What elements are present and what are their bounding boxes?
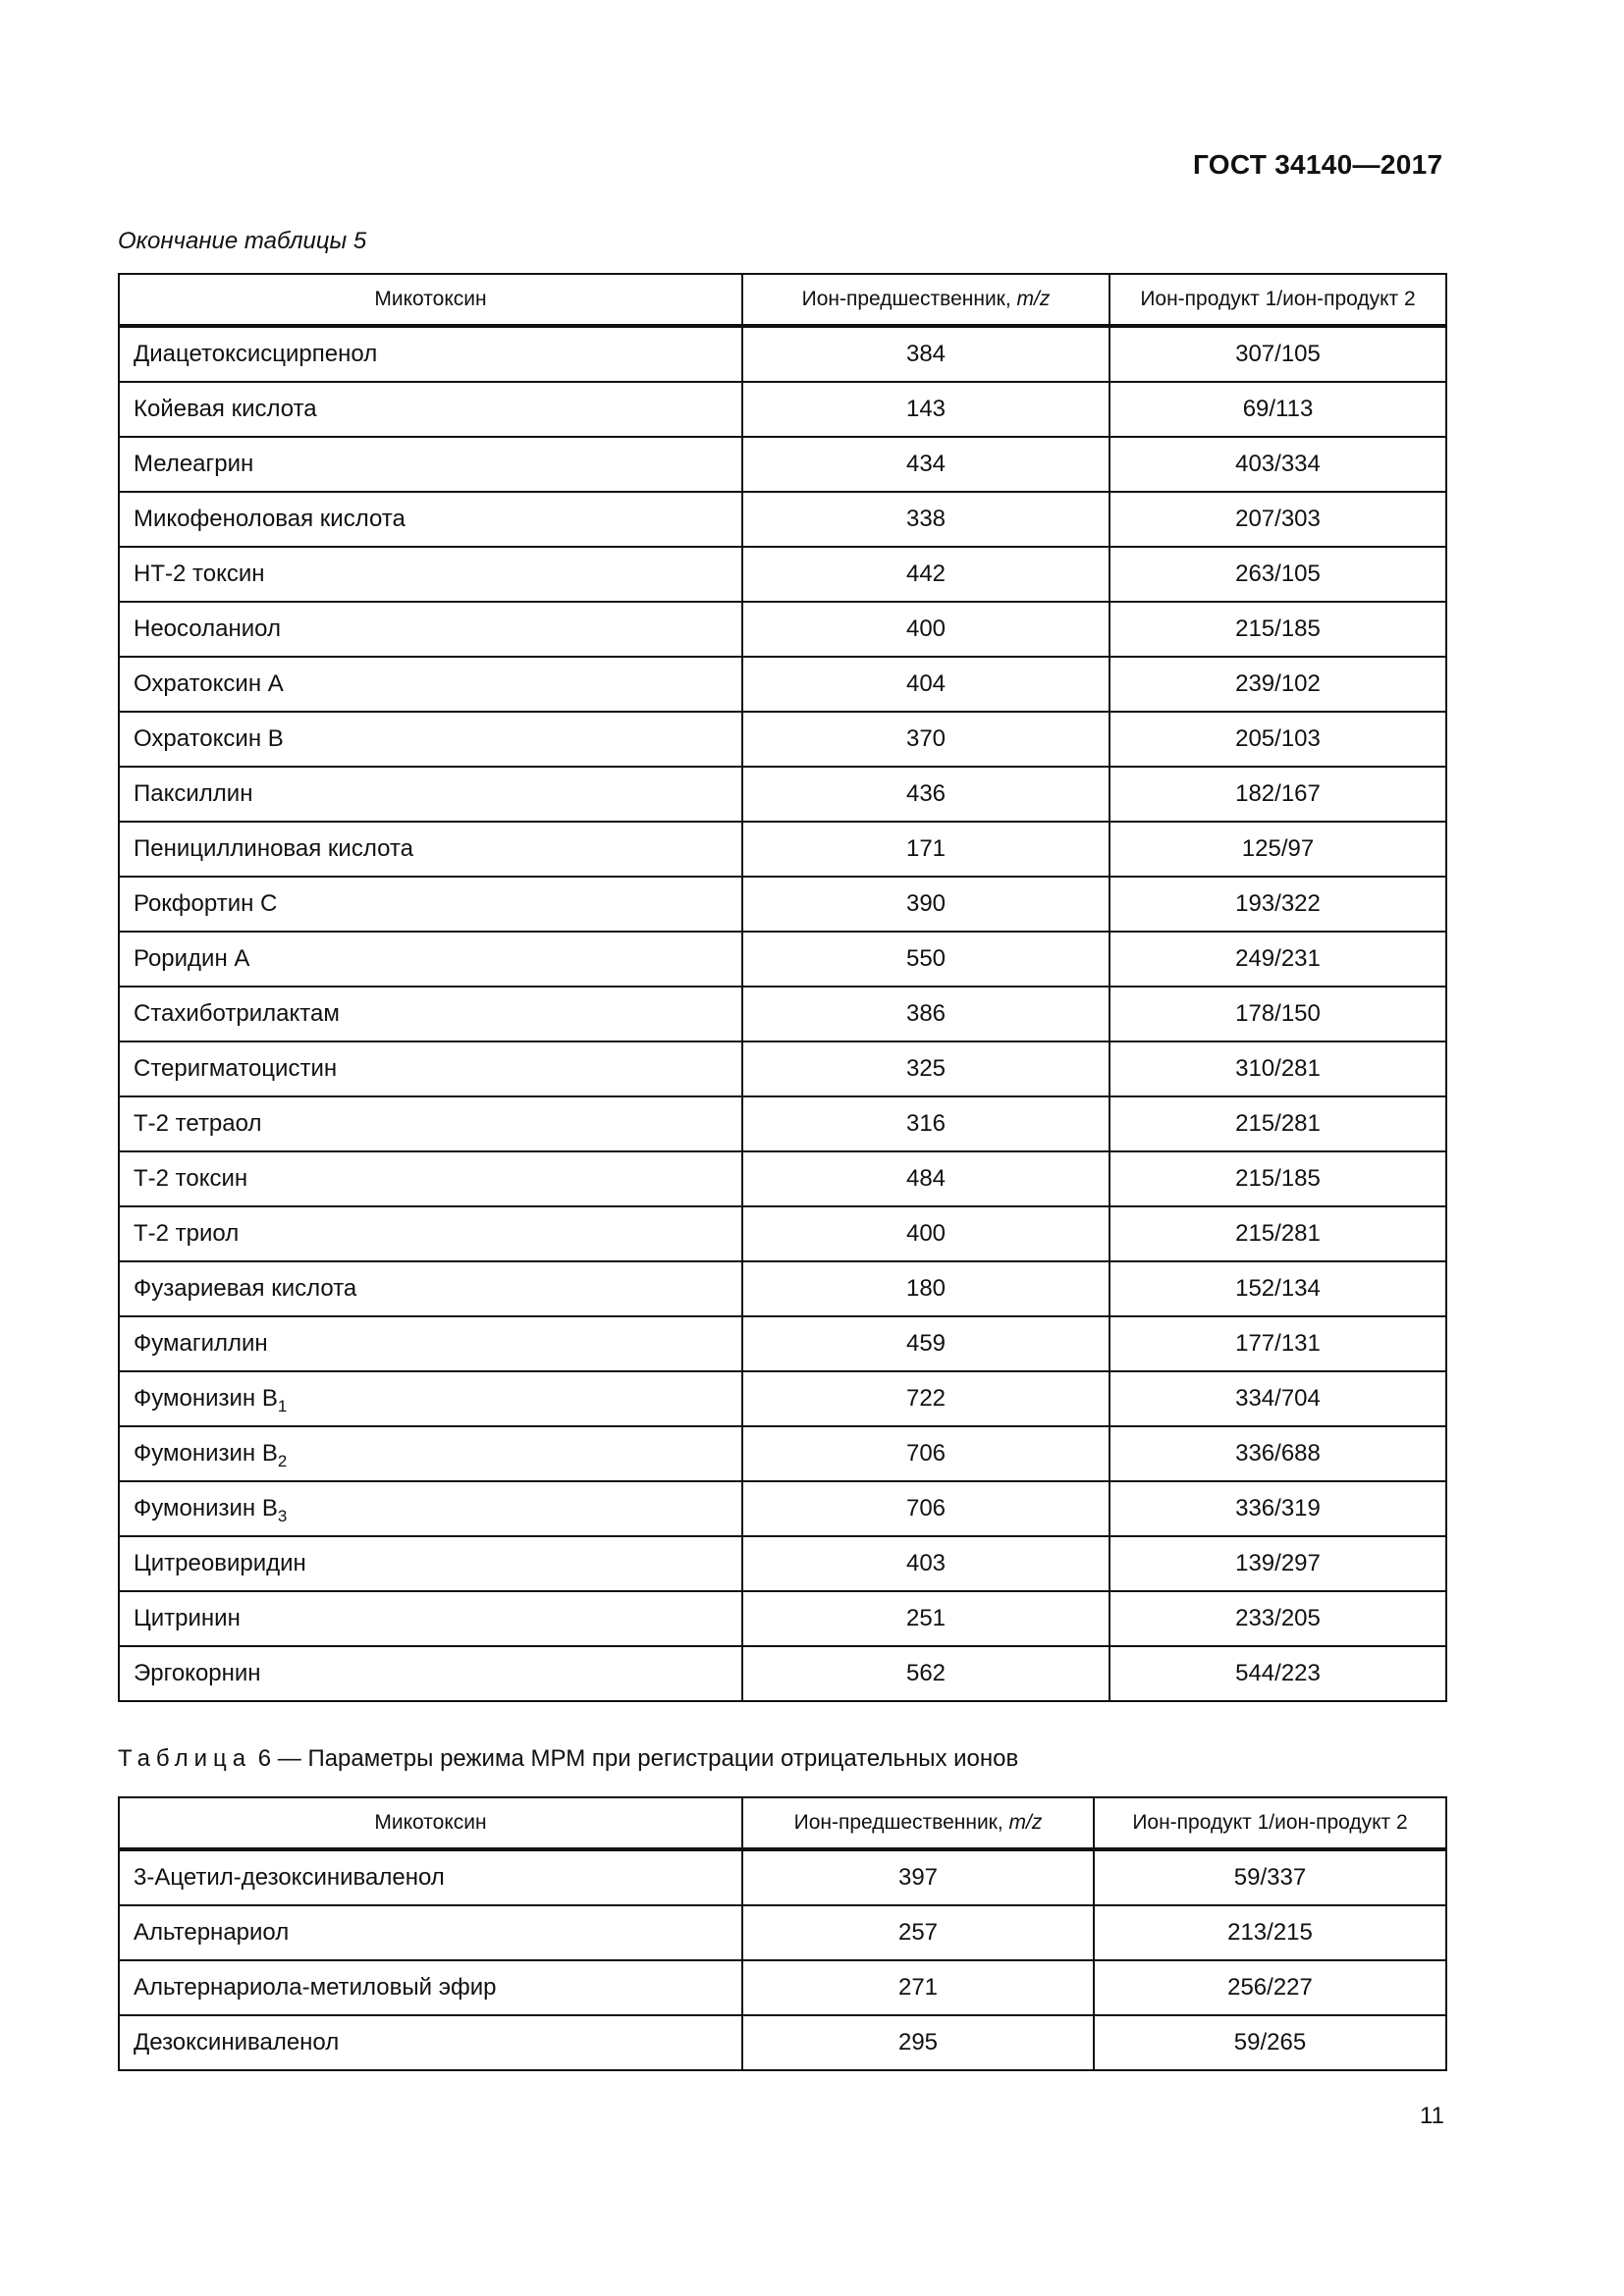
mycotoxin-cell xyxy=(119,1536,742,1591)
product-ions-cell: 544/223 xyxy=(1110,1646,1446,1701)
precursor-ion-cell: 706 xyxy=(742,1426,1110,1481)
table-row xyxy=(119,1096,1446,1151)
mycotoxin-cell xyxy=(119,877,742,932)
table-row xyxy=(119,382,1446,437)
product-ions-cell: 403/334 xyxy=(1110,437,1446,492)
page-number: 11 xyxy=(1420,2103,1444,2129)
table-row xyxy=(119,1261,1446,1316)
precursor-ion-cell: 434 xyxy=(742,437,1110,492)
mycotoxin-cell xyxy=(119,1591,742,1646)
mycotoxin-name: Койевая кислота xyxy=(134,396,317,422)
mycotoxin-name: Фумонизин В xyxy=(134,1440,278,1467)
precursor-ion-cell: 562 xyxy=(742,1646,1110,1701)
table-row xyxy=(119,1646,1446,1701)
product-ions-cell: 307/105 xyxy=(1110,326,1446,382)
table-row xyxy=(119,1960,1446,2015)
mycotoxin-cell xyxy=(119,1261,742,1316)
precursor-ion-cell: 257 xyxy=(742,1905,1094,1960)
mycotoxin-cell xyxy=(119,712,742,767)
table-continuation-caption: Окончание таблицы 5 xyxy=(118,228,367,254)
product-ions-cell: 336/319 xyxy=(1110,1481,1446,1536)
precursor-ion-cell: 180 xyxy=(742,1261,1110,1316)
product-ions-cell: 215/185 xyxy=(1110,1151,1446,1206)
product-ions-cell: 59/265 xyxy=(1094,2015,1446,2070)
table-row xyxy=(119,437,1446,492)
mycotoxin-name: Т-2 триол xyxy=(134,1220,240,1247)
column-header-mycotoxin: Микотоксин xyxy=(119,274,742,326)
table-row xyxy=(119,822,1446,877)
mycotoxin-name: Охратоксин А xyxy=(134,670,284,697)
product-ions-cell: 205/103 xyxy=(1110,712,1446,767)
mycotoxin-name: Дезоксиниваленол xyxy=(134,2029,340,2056)
product-ions-cell: 207/303 xyxy=(1110,492,1446,547)
table-row xyxy=(119,1041,1446,1096)
precursor-ion-cell: 338 xyxy=(742,492,1110,547)
column-header-product-ions: Ион-продукт 1/ион-продукт 2 xyxy=(1094,1797,1446,1849)
table-row xyxy=(119,602,1446,657)
mycotoxin-name: Рокфортин С xyxy=(134,890,278,917)
product-ions-cell: 215/281 xyxy=(1110,1206,1446,1261)
product-ions-cell: 256/227 xyxy=(1094,1960,1446,2015)
mycotoxin-cell xyxy=(119,932,742,987)
precursor-ion-cell: 436 xyxy=(742,767,1110,822)
precursor-ion-cell: 295 xyxy=(742,2015,1094,2070)
table-row xyxy=(119,987,1446,1041)
column-header-mycotoxin: Микотоксин xyxy=(119,1797,742,1849)
table-row xyxy=(119,1905,1446,1960)
table-row xyxy=(119,1316,1446,1371)
precursor-ion-cell: 325 xyxy=(742,1041,1110,1096)
precursor-ion-cell: 403 xyxy=(742,1536,1110,1591)
table-row xyxy=(119,932,1446,987)
mycotoxin-cell xyxy=(119,1481,742,1536)
mycotoxin-cell xyxy=(119,1041,742,1096)
mycotoxin-cell xyxy=(119,547,742,602)
mycotoxin-cell xyxy=(119,437,742,492)
mycotoxin-name: Фумагиллин xyxy=(134,1330,268,1357)
precursor-ion-cell: 550 xyxy=(742,932,1110,987)
mycotoxin-cell xyxy=(119,602,742,657)
precursor-ion-cell: 706 xyxy=(742,1481,1110,1536)
mycotoxin-name: Т-2 токсин xyxy=(134,1165,248,1192)
product-ions-cell: 152/134 xyxy=(1110,1261,1446,1316)
table-row xyxy=(119,492,1446,547)
mycotoxin-name: Цитреовиридин xyxy=(134,1550,306,1576)
mycotoxin-name: Фумонизин В xyxy=(134,1385,278,1412)
precursor-ion-cell: 397 xyxy=(742,1849,1094,1905)
mycotoxin-name: Эргокорнин xyxy=(134,1660,261,1686)
subscript-index: 3 xyxy=(277,1507,288,1525)
product-ions-cell: 239/102 xyxy=(1110,657,1446,712)
precursor-ion-cell: 400 xyxy=(742,602,1110,657)
precursor-ion-cell: 171 xyxy=(742,822,1110,877)
mz-unit: m/z xyxy=(1016,288,1051,310)
mycotoxin-name: Фумонизин В xyxy=(134,1495,278,1522)
precursor-ion-cell: 722 xyxy=(742,1371,1110,1426)
mycotoxin-cell xyxy=(119,1206,742,1261)
product-ions-cell: 59/337 xyxy=(1094,1849,1446,1905)
precursor-ion-cell: 251 xyxy=(742,1591,1110,1646)
mycotoxin-cell xyxy=(119,1371,742,1426)
mycotoxin-cell xyxy=(119,2015,742,2070)
mycotoxin-cell xyxy=(119,1151,742,1206)
mycotoxin-cell xyxy=(119,1849,742,1905)
table-row xyxy=(119,1591,1446,1646)
product-ions-cell: 178/150 xyxy=(1110,987,1446,1041)
product-ions-cell: 215/185 xyxy=(1110,602,1446,657)
column-header-precursor-ion xyxy=(742,1797,1094,1849)
mycotoxin-name: Альтернариола-метиловый эфир xyxy=(134,1974,497,2001)
precursor-ion-cell: 143 xyxy=(742,382,1110,437)
product-ions-cell: 193/322 xyxy=(1110,877,1446,932)
subscript-index: 2 xyxy=(277,1452,288,1470)
mycotoxin-name: 3-Ацетил-дезоксиниваленол xyxy=(134,1864,445,1891)
document-standard-number: ГОСТ 34140—2017 xyxy=(1193,149,1443,180)
precursor-ion-cell: 459 xyxy=(742,1316,1110,1371)
mycotoxin-name: Цитринин xyxy=(134,1605,241,1631)
subscript-index: 1 xyxy=(277,1397,288,1415)
product-ions-cell: 69/113 xyxy=(1110,382,1446,437)
table-6-title xyxy=(118,1745,1018,1773)
mycotoxin-name: Стеригматоцистин xyxy=(134,1055,338,1082)
mycotoxin-name: Мелеагрин xyxy=(134,451,254,477)
table-row xyxy=(119,1536,1446,1591)
product-ions-cell: 310/281 xyxy=(1110,1041,1446,1096)
mycotoxin-name: Т-2 тетраол xyxy=(134,1110,262,1137)
table-5 xyxy=(118,273,1447,1702)
product-ions-cell: 215/281 xyxy=(1110,1096,1446,1151)
product-ions-cell: 177/131 xyxy=(1110,1316,1446,1371)
table-6-body xyxy=(119,1849,1446,2070)
precursor-ion-cell: 370 xyxy=(742,712,1110,767)
mycotoxin-name: Пенициллиновая кислота xyxy=(134,835,413,862)
table-row xyxy=(119,1206,1446,1261)
precursor-ion-cell: 404 xyxy=(742,657,1110,712)
product-ions-cell: 233/205 xyxy=(1110,1591,1446,1646)
product-ions-cell: 125/97 xyxy=(1110,822,1446,877)
mycotoxin-cell xyxy=(119,1646,742,1701)
mycotoxin-cell xyxy=(119,987,742,1041)
product-ions-cell: 263/105 xyxy=(1110,547,1446,602)
mycotoxin-cell xyxy=(119,1960,742,2015)
mycotoxin-cell xyxy=(119,1426,742,1481)
mycotoxin-cell xyxy=(119,1096,742,1151)
table-row xyxy=(119,877,1446,932)
mycotoxin-cell xyxy=(119,1316,742,1371)
precursor-ion-cell: 386 xyxy=(742,987,1110,1041)
product-ions-cell: 213/215 xyxy=(1094,1905,1446,1960)
mycotoxin-name: Микофеноловая кислота xyxy=(134,506,406,532)
product-ions-cell: 336/688 xyxy=(1110,1426,1446,1481)
table-row xyxy=(119,1849,1446,1905)
mycotoxin-name: Альтернариол xyxy=(134,1919,290,1946)
mycotoxin-name: Стахиботрилактам xyxy=(134,1000,340,1027)
mycotoxin-name: Фузариевая кислота xyxy=(134,1275,357,1302)
precursor-ion-cell: 316 xyxy=(742,1096,1110,1151)
mycotoxin-name: НТ-2 токсин xyxy=(134,561,265,587)
mycotoxin-cell xyxy=(119,767,742,822)
mycotoxin-name: Диацетоксисцирпенол xyxy=(134,341,378,367)
product-ions-cell: 249/231 xyxy=(1110,932,1446,987)
product-ions-cell: 139/297 xyxy=(1110,1536,1446,1591)
mycotoxin-cell xyxy=(119,492,742,547)
table-row xyxy=(119,1481,1446,1536)
column-header-product-ions: Ион-продукт 1/ион-продукт 2 xyxy=(1110,274,1446,326)
precursor-ion-cell: 484 xyxy=(742,1151,1110,1206)
table-row xyxy=(119,2015,1446,2070)
mycotoxin-cell xyxy=(119,382,742,437)
product-ions-cell: 182/167 xyxy=(1110,767,1446,822)
table-row xyxy=(119,712,1446,767)
precursor-ion-cell: 384 xyxy=(742,326,1110,382)
table-label: Таблица xyxy=(118,1745,252,1772)
precursor-ion-cell: 400 xyxy=(742,1206,1110,1261)
precursor-header-text: Ион-предшественник, xyxy=(793,1811,1009,1834)
table-header-row xyxy=(119,1797,1446,1849)
table-row xyxy=(119,1371,1446,1426)
table-title-text: 6 — Параметры режима МРМ при регистрации отрицательных ионов xyxy=(251,1745,1019,1772)
precursor-ion-cell: 390 xyxy=(742,877,1110,932)
mycotoxin-name: Роридин А xyxy=(134,945,250,972)
product-ions-cell: 334/704 xyxy=(1110,1371,1446,1426)
column-header-precursor-ion xyxy=(742,274,1110,326)
table-row xyxy=(119,657,1446,712)
mycotoxin-cell xyxy=(119,822,742,877)
precursor-header-text: Ион-предшественник, xyxy=(801,288,1017,310)
table-header-row xyxy=(119,274,1446,326)
mycotoxin-cell xyxy=(119,657,742,712)
table-6 xyxy=(118,1796,1447,2071)
table-row xyxy=(119,767,1446,822)
table-row xyxy=(119,1426,1446,1481)
table-row xyxy=(119,547,1446,602)
table-5-body xyxy=(119,326,1446,1701)
table-row xyxy=(119,1151,1446,1206)
mycotoxin-cell xyxy=(119,326,742,382)
mz-unit: m/z xyxy=(1008,1811,1043,1834)
mycotoxin-name: Охратоксин В xyxy=(134,725,284,752)
mycotoxin-name: Паксиллин xyxy=(134,780,253,807)
precursor-ion-cell: 271 xyxy=(742,1960,1094,2015)
precursor-ion-cell: 442 xyxy=(742,547,1110,602)
mycotoxin-name: Неосоланиол xyxy=(134,615,281,642)
mycotoxin-cell xyxy=(119,1905,742,1960)
table-row xyxy=(119,326,1446,382)
